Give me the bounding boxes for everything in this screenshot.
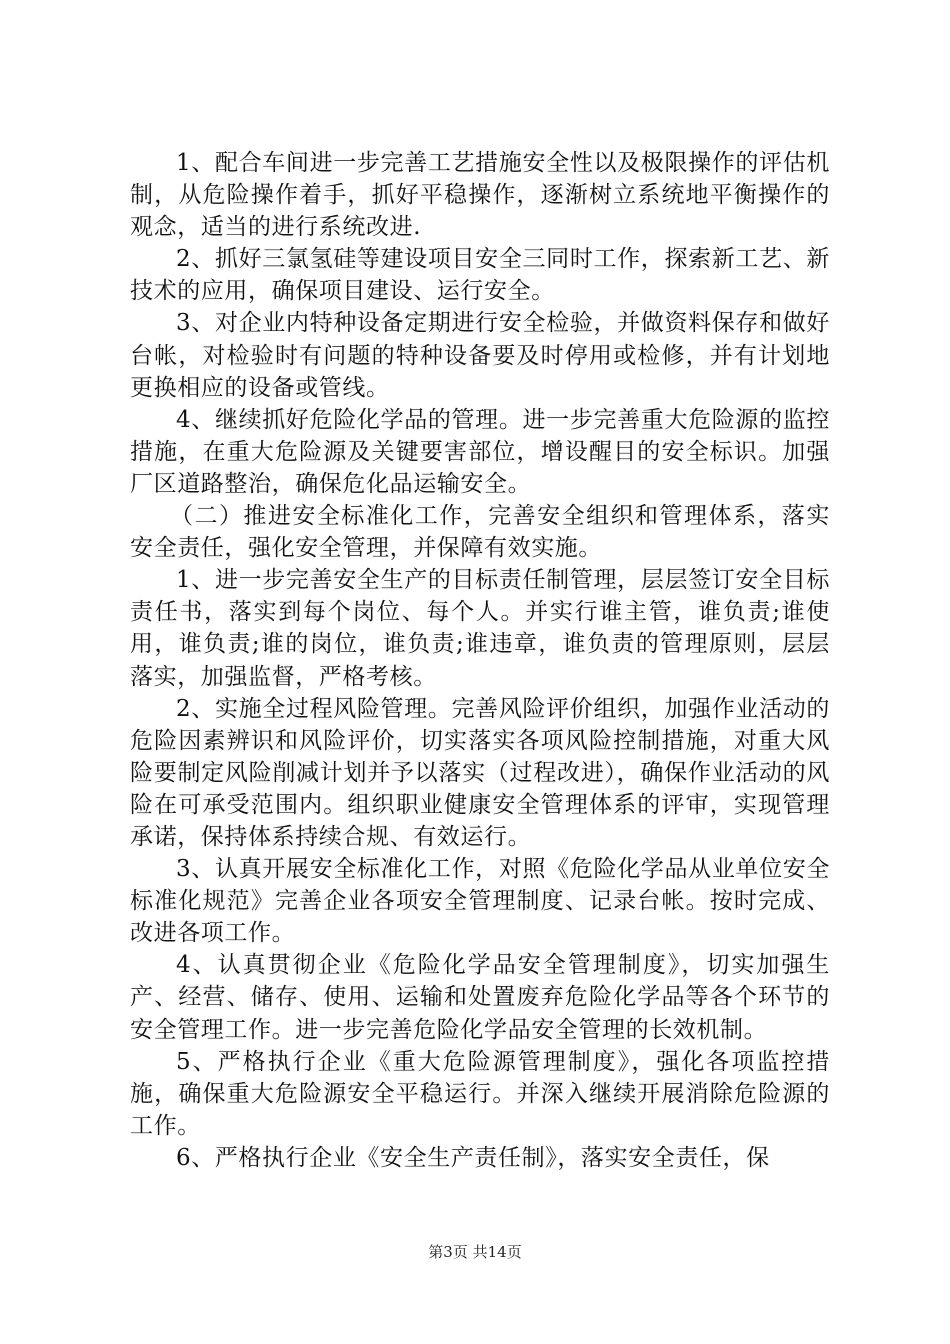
paragraph-4: 4、继续抓好危险化学品的管理。进一步完善重大危险源的监控措施，在重大危险源及关键要害部位，增设醒目的安全标识。加强厂区道路整治，确保危化品运输安全。 [130,406,830,497]
paragraph-7: 3、认真开展安全标准化工作，对照《危险化学品从业单位安全标准化规范》完善企业各项安全管理制度、记录台帐。按时完成、改进各项工作。 [130,856,830,947]
paragraph-10: 6、严格执行企业《安全生产责任制》，落实安全责任，保 [176,1144,770,1171]
page-number-label: 第3页 共14页 [428,1243,522,1261]
paragraph-6: 2、实施全过程风险管理。完善风险评价组织，加强作业活动的危险因素辨识和风险评价，切实落实各项风险控制措施，对重大风险要制定风险削减计划并予以落实（过程改进），确保作业活动的风险在可承受范围内。组织职业健康安全管理体系的评审，实现管理承诺，保持体系持续合规、有效运行。 [130,695,830,850]
section-heading-2: （二）推进安全标准化工作，完善安全组织和管理体系，落实安全责任，强化安全管理，并保障有效实施。 [130,503,830,562]
page-footer [0,1242,950,1262]
paragraph-3: 3、对企业内特种设备定期进行安全检验，并做资料保存和做好台帐，对检验时有问题的特种设备要及时停用或检修，并有计划地更换相应的设备或管线。 [130,310,830,401]
paragraph-9: 5、严格执行企业《重大危险源管理制度》，强化各项监控措施，确保重大危险源安全平稳运行。并深入继续开展消除危险源的工作。 [130,1048,830,1139]
paragraph-1: 1、配合车间进一步完善工艺措施安全性以及极限操作的评估机制，从危险操作着手，抓好平稳操作，逐渐树立系统地平衡操作的观念，适当的进行系统改进. [130,150,830,241]
paragraph-5: 1、进一步完善安全生产的目标责任制管理，层层签订安全目标责任书，落实到每个岗位、每个人。并实行谁主管，谁负责;谁使用，谁负责;谁的岗位，谁负责;谁违章，谁负责的管理原则，层层落实，加强监督，严格考核。 [130,567,830,690]
paragraph-8: 4、认真贯彻企业《危险化学品安全管理制度》，切实加强生产、经营、储存、使用、运输和处置废弃危险化学品等各个环节的安全管理工作。进一步完善危险化学品安全管理的长效机制。 [130,952,830,1043]
document-body [130,147,830,1174]
paragraph-2: 2、抓好三氯氢硅等建设项目安全三同时工作，探索新工艺、新技术的应用，确保项目建设、运行安全。 [130,246,830,305]
